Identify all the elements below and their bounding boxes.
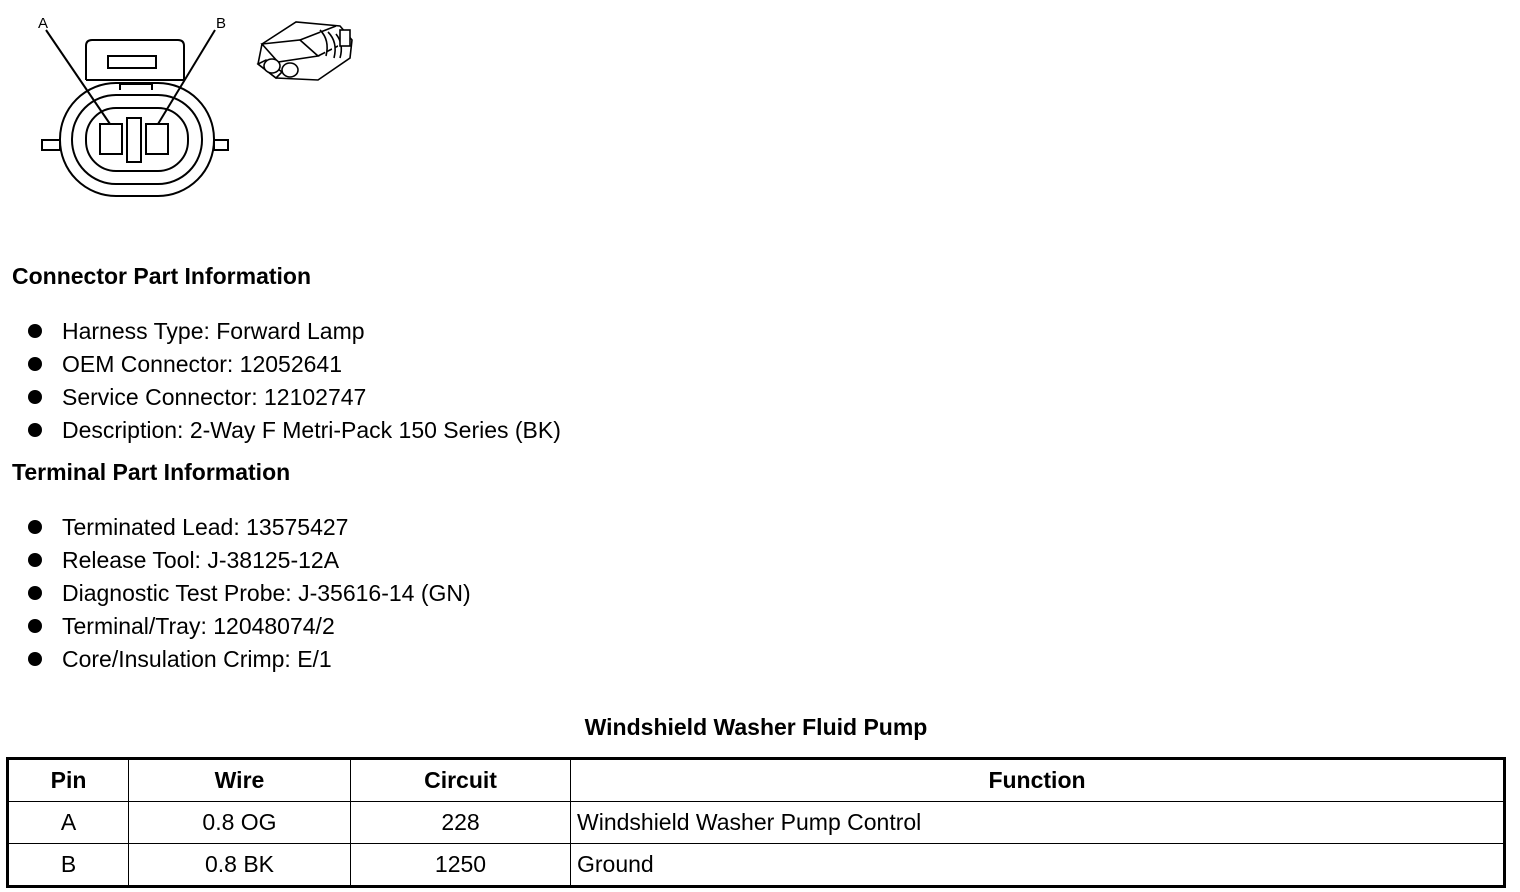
terminal-divider — [127, 118, 141, 162]
bullet-icon — [28, 324, 42, 338]
cell-circuit: 1250 — [351, 844, 571, 887]
table-title: Windshield Washer Fluid Pump — [584, 714, 928, 740]
list-item: OEM Connector: 12052641 — [0, 348, 561, 381]
cell-wire: 0.8 OG — [129, 802, 351, 844]
pin-a-label: A — [38, 15, 49, 32]
pin-table — [6, 757, 1506, 888]
list-item: Harness Type: Forward Lamp — [0, 315, 561, 348]
cell-function: Windshield Washer Pump Control — [571, 802, 1505, 844]
table-row — [8, 802, 1505, 844]
connector-info-list — [0, 315, 561, 447]
cell-pin: A — [8, 802, 129, 844]
list-item: Core/Insulation Crimp: E/1 — [0, 643, 471, 676]
header-function: Function — [571, 759, 1505, 802]
list-item: Service Connector: 12102747 — [0, 381, 561, 414]
table-header-row — [8, 759, 1505, 802]
terminal-info-list — [0, 511, 471, 676]
cell-pin: B — [8, 844, 129, 887]
terminal-a-cavity — [100, 124, 122, 154]
cell-circuit: 228 — [351, 802, 571, 844]
connector-outer-shell — [60, 83, 214, 196]
pin-b-label: B — [216, 15, 227, 32]
table-row — [8, 844, 1505, 887]
header-circuit: Circuit — [351, 759, 571, 802]
bullet-icon — [28, 390, 42, 404]
bullet-icon — [28, 520, 42, 534]
connector-right-ear — [214, 140, 228, 150]
bullet-icon — [28, 619, 42, 633]
connector-diagram — [0, 0, 380, 220]
header-wire: Wire — [129, 759, 351, 802]
bullet-icon — [28, 357, 42, 371]
connector-latch — [86, 40, 184, 80]
connector-info-heading: Connector Part Information — [12, 263, 312, 289]
list-item: Terminated Lead: 13575427 — [0, 511, 471, 544]
list-item: Terminal/Tray: 12048074/2 — [0, 610, 471, 643]
bullet-icon — [28, 553, 42, 567]
pin-a-leader — [46, 30, 110, 124]
connector-latch-window — [108, 56, 156, 68]
list-item: Description: 2-Way F Metri-Pack 150 Series (BK) — [0, 414, 561, 447]
list-item: Diagnostic Test Probe: J-35616-14 (GN) — [0, 577, 471, 610]
terminal-info-heading: Terminal Part Information — [12, 459, 291, 485]
bullet-icon — [28, 586, 42, 600]
cell-wire: 0.8 BK — [129, 844, 351, 887]
cell-function: Ground — [571, 844, 1505, 887]
bullet-icon — [28, 652, 42, 666]
terminal-b-cavity — [146, 124, 168, 154]
bullet-icon — [28, 423, 42, 437]
connector-left-ear — [42, 140, 60, 150]
connector-isometric-icon — [258, 22, 352, 80]
list-item: Release Tool: J-38125-12A — [0, 544, 471, 577]
header-pin: Pin — [8, 759, 129, 802]
